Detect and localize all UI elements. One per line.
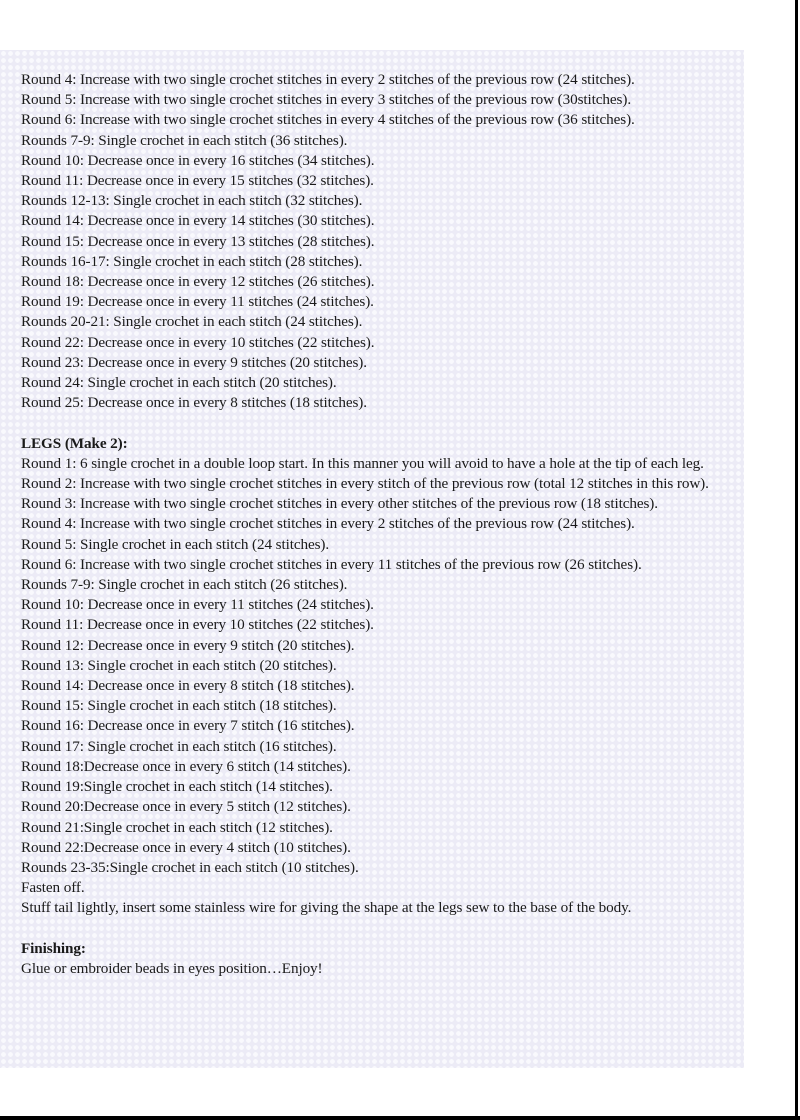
legs-round-line: Round 3: Increase with two single crochet stitches in every other stitches of the previous row (18 stitches). <box>21 495 658 513</box>
body-rounds-section <box>21 70 721 413</box>
legs-round-line: Round 11: Decrease once in every 10 stitches (22 stitches). <box>21 616 374 634</box>
legs-round-line: Round 10: Decrease once in every 11 stitches (24 stitches). <box>21 596 374 614</box>
section-spacer <box>21 919 721 939</box>
legs-round-line: Rounds 23-35:Single crochet in each stitch (10 stitches). <box>21 858 359 876</box>
legs-round-line: Round 20:Decrease once in every 5 stitch (12 stitches). <box>21 798 351 816</box>
body-round-line: Round 15: Decrease once in every 13 stitches (28 stitches). <box>21 232 375 250</box>
legs-round-line: Stuff tail lightly, insert some stainless wire for giving the shape at the legs sew to the base of the body. <box>21 899 632 917</box>
legs-heading: LEGS (Make 2): <box>21 434 128 452</box>
pattern-text <box>21 70 721 979</box>
legs-round-line: Round 15: Single crochet in each stitch (18 stitches). <box>21 697 337 715</box>
legs-round-line: Round 2: Increase with two single crochet stitches in every stitch of the previous row (total 12 stitches in this row). <box>21 475 709 493</box>
body-round-line: Round 18: Decrease once in every 12 stitches (26 stitches). <box>21 273 375 291</box>
legs-section <box>21 434 721 919</box>
legs-round-line: Fasten off. <box>21 879 85 897</box>
legs-round-line: Round 22:Decrease once in every 4 stitch (10 stitches). <box>21 838 351 856</box>
legs-round-line: Round 4: Increase with two single crochet stitches in every 2 stitches of the previous row (24 stitches). <box>21 515 635 533</box>
legs-round-line: Round 19:Single crochet in each stitch (14 stitches). <box>21 778 333 796</box>
body-round-line: Round 10: Decrease once in every 16 stitches (34 stitches). <box>21 151 375 169</box>
legs-round-line: Round 18:Decrease once in every 6 stitch (14 stitches). <box>21 757 351 775</box>
section-spacer <box>21 413 721 433</box>
body-round-line: Rounds 7-9: Single crochet in each stitch (36 stitches). <box>21 131 348 149</box>
page-edge-right <box>795 0 798 1120</box>
legs-round-line: Round 6: Increase with two single crochet stitches in every 11 stitches of the previous row (26 stitches). <box>21 555 642 573</box>
legs-round-line: Round 21:Single crochet in each stitch (12 stitches). <box>21 818 333 836</box>
body-round-line: Round 6: Increase with two single crochet stitches in every 4 stitches of the previous row (36 stitches). <box>21 111 635 129</box>
finishing-section <box>21 939 721 979</box>
body-round-line: Round 14: Decrease once in every 14 stitches (30 stitches). <box>21 212 375 230</box>
body-round-line: Round 24: Single crochet in each stitch (20 stitches). <box>21 374 337 392</box>
body-round-line: Round 25: Decrease once in every 8 stitches (18 stitches). <box>21 394 367 412</box>
legs-round-line: Round 1: 6 single crochet in a double loop start. In this manner you will avoid to have a hole at the tip of each leg. <box>21 454 704 472</box>
finishing-line: Glue or embroider beads in eyes position…Enjoy! <box>21 959 323 977</box>
body-round-line: Round 23: Decrease once in every 9 stitches (20 stitches). <box>21 353 367 371</box>
legs-round-line: Round 16: Decrease once in every 7 stitch (16 stitches). <box>21 717 355 735</box>
body-round-line: Round 22: Decrease once in every 10 stitches (22 stitches). <box>21 333 375 351</box>
body-round-line: Round 5: Increase with two single crochet stitches in every 3 stitches of the previous row (30stitches). <box>21 91 632 109</box>
legs-round-line: Round 13: Single crochet in each stitch (20 stitches). <box>21 656 337 674</box>
body-round-line: Rounds 12-13: Single crochet in each stitch (32 stitches). <box>21 192 363 210</box>
page-edge-bottom <box>0 1116 800 1120</box>
finishing-heading: Finishing: <box>21 939 86 957</box>
body-round-line: Rounds 16-17: Single crochet in each stitch (28 stitches). <box>21 252 363 270</box>
legs-round-line: Round 17: Single crochet in each stitch (16 stitches). <box>21 737 337 755</box>
legs-round-line: Round 5: Single crochet in each stitch (24 stitches). <box>21 535 330 553</box>
legs-round-line: Round 14: Decrease once in every 8 stitch (18 stitches). <box>21 677 355 695</box>
body-round-line: Round 11: Decrease once in every 15 stitches (32 stitches). <box>21 172 374 190</box>
body-round-line: Rounds 20-21: Single crochet in each stitch (24 stitches). <box>21 313 363 331</box>
legs-round-line: Round 12: Decrease once in every 9 stitch (20 stitches). <box>21 636 355 654</box>
body-round-line: Round 4: Increase with two single crochet stitches in every 2 stitches of the previous row (24 stitches). <box>21 71 635 88</box>
legs-round-line: Rounds 7-9: Single crochet in each stitch (26 stitches). <box>21 576 348 594</box>
body-round-line: Round 19: Decrease once in every 11 stitches (24 stitches). <box>21 293 374 311</box>
